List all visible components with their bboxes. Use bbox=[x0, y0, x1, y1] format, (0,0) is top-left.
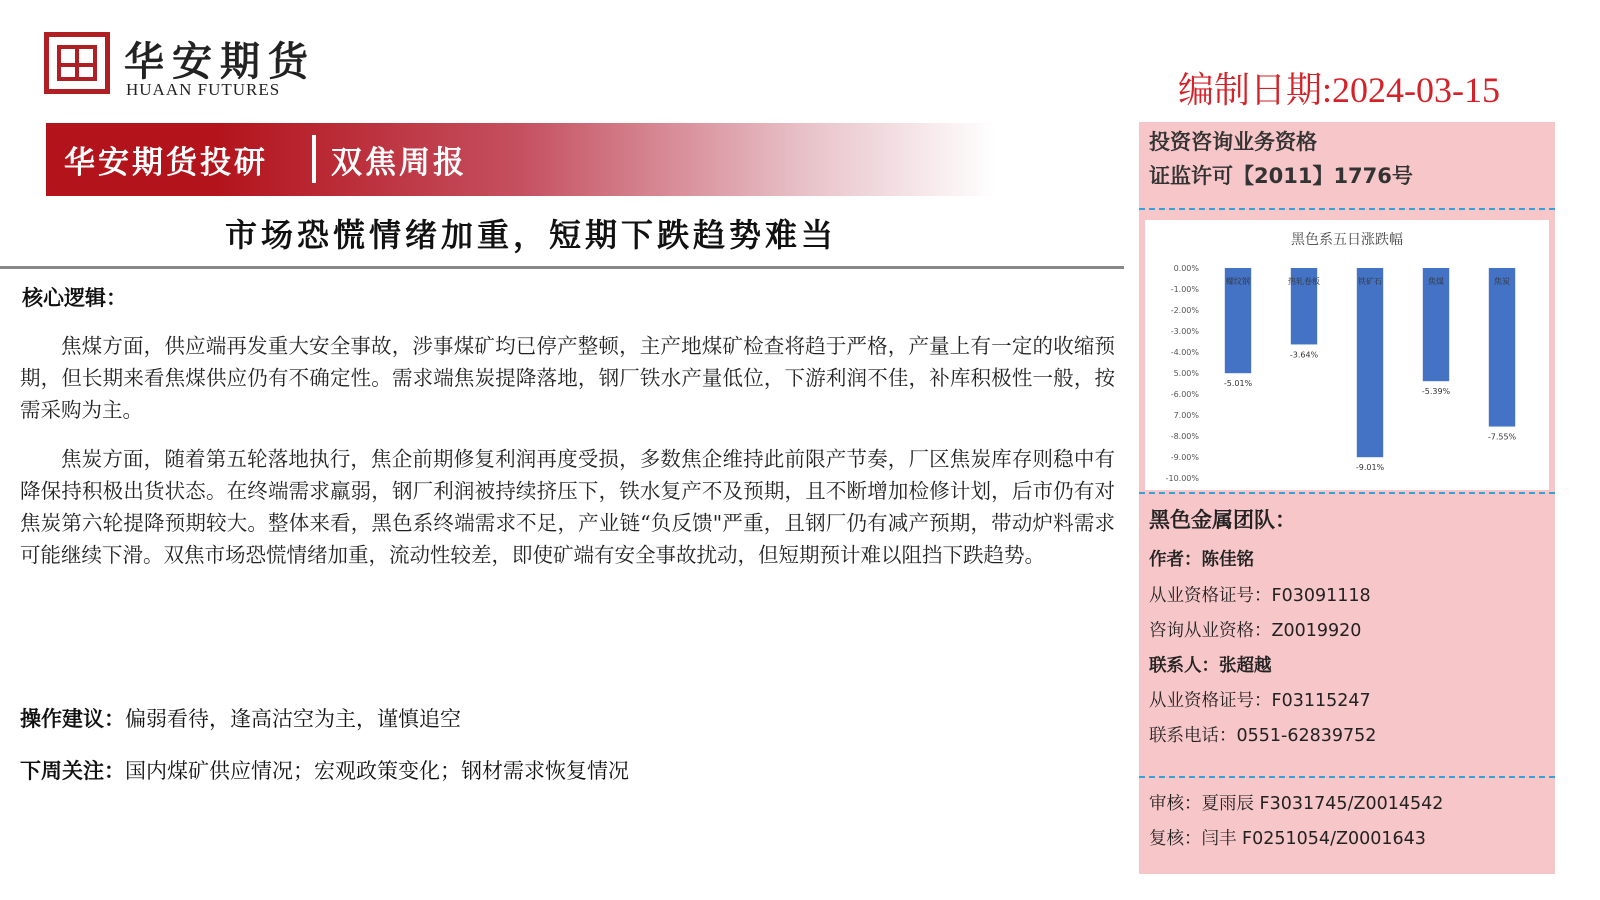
bar-value-label: -5.39% bbox=[1421, 387, 1451, 397]
contact-person: 联系人：张超越 bbox=[1149, 656, 1272, 676]
rechecker: 复核：闫丰 F0251054/Z0001643 bbox=[1149, 829, 1426, 849]
author-consult-cert: 咨询从业资格：Z0019920 bbox=[1149, 621, 1362, 641]
y-tick-label: -9.00% bbox=[1170, 453, 1199, 462]
author-cert: 从业资格证号：F03091118 bbox=[1149, 586, 1371, 606]
banner-divider bbox=[312, 135, 316, 183]
y-tick-label: 7.00% bbox=[1173, 411, 1199, 420]
category-label: 铁矿石 bbox=[1358, 277, 1382, 286]
bar-value-label: -9.01% bbox=[1355, 463, 1385, 473]
category-label: 焦炭 bbox=[1494, 277, 1510, 286]
panel-divider-top bbox=[1139, 208, 1555, 210]
bar-value-label: -7.55% bbox=[1487, 432, 1517, 442]
y-tick-label: -8.00% bbox=[1170, 432, 1199, 441]
y-tick-label: 5.00% bbox=[1173, 369, 1199, 378]
watch-text: 国内煤矿供应情况；宏观政策变化；钢材需求恢复情况 bbox=[125, 759, 629, 783]
chart-title: 黑色系五日涨跌幅 bbox=[1291, 232, 1403, 248]
y-tick-label: -10.00% bbox=[1165, 474, 1199, 483]
title-banner bbox=[46, 123, 996, 196]
y-tick-label: -6.00% bbox=[1170, 390, 1199, 399]
core-paragraph-coking-coal: 焦煤方面，供应端再发重大安全事故，涉事煤矿均已停产整顿，主产地煤矿检查将趋于严格，产量上有一定的收缩预期，但长期来看焦煤供应仍有不确定性。需求端焦炭提降落地，钢厂铁水产量低位，下游利润不佳，补库积极性一般，按需采购为主。 bbox=[20, 334, 1115, 422]
banner-org: 华安期货投研 bbox=[64, 145, 268, 181]
bar-value-label: -3.64% bbox=[1289, 350, 1319, 360]
category-label: 热轧卷板 bbox=[1288, 277, 1320, 286]
y-tick-label: -1.00% bbox=[1170, 285, 1199, 294]
bar-value-label: -5.01% bbox=[1223, 379, 1253, 389]
headline-divider bbox=[0, 266, 1124, 269]
logo-english-name: HUAAN FUTURES bbox=[126, 80, 281, 99]
advice-text: 偏弱看待，逢高沽空为主，谨慎追空 bbox=[125, 707, 461, 731]
five-day-change-chart bbox=[1145, 220, 1549, 490]
y-tick-label: -3.00% bbox=[1170, 327, 1199, 336]
core-logic-label: 核心逻辑： bbox=[22, 286, 127, 310]
logo-mark-icon bbox=[44, 32, 110, 94]
team-title: 黑色金属团队： bbox=[1149, 508, 1296, 532]
qualification-line-2: 证监许可【2011】1776号 bbox=[1149, 164, 1413, 188]
bar-3 bbox=[1357, 268, 1383, 457]
panel-divider-bottom bbox=[1139, 776, 1555, 778]
qualification-line-1: 投资咨询业务资格 bbox=[1149, 130, 1317, 154]
advice-label: 操作建议： bbox=[20, 707, 125, 731]
y-tick-label: -4.00% bbox=[1170, 348, 1199, 357]
report-headline: 市场恐慌情绪加重，短期下跌趋势难当 bbox=[225, 216, 838, 254]
side-panel bbox=[1139, 122, 1555, 874]
report-date: 编制日期:2024-03-15 bbox=[1178, 70, 1500, 110]
panel-divider-middle bbox=[1139, 492, 1555, 494]
watch-label: 下周关注： bbox=[20, 759, 125, 783]
bar-5 bbox=[1489, 268, 1515, 427]
core-paragraph-coke: 焦炭方面，随着第五轮落地执行，焦企前期修复利润再度受损，多数焦企维持此前限产节奏，厂区焦炭库存则稳中有降保持积极出货状态。在终端需求羸弱，钢厂利润被持续挤压下，铁水复产不及预期，且不断增加检修计划，后市仍有对焦炭第六轮提降预期较大。整体来看，黑色系终端需求不足，产业链“负反馈"严重，且钢厂仍有减产预期，带动炉料需求可能继续下滑。双焦市场恐慌情绪加重，流动性较差，即使矿端有安全事故扰动，但短期预计难以阻挡下跌趋势。 bbox=[20, 447, 1115, 567]
category-label: 焦煤 bbox=[1428, 277, 1444, 286]
chart-container bbox=[1145, 220, 1549, 490]
logo-chinese-name: 华安期货 bbox=[124, 38, 316, 85]
contact-cert: 从业资格证号：F03115247 bbox=[1149, 691, 1371, 711]
author: 作者：陈佳铭 bbox=[1149, 550, 1254, 570]
category-label: 螺纹钢 bbox=[1226, 277, 1250, 286]
next-week-watch bbox=[20, 755, 629, 785]
reviewer: 审核：夏雨辰 F3031745/Z0014542 bbox=[1149, 794, 1444, 814]
contact-phone: 联系电话：0551-62839752 bbox=[1149, 726, 1377, 746]
operation-advice bbox=[20, 703, 461, 733]
company-logo bbox=[44, 32, 316, 102]
banner-report-type: 双焦周报 bbox=[331, 145, 467, 181]
y-tick-label: -2.00% bbox=[1170, 306, 1199, 315]
y-tick-label: 0.00% bbox=[1173, 264, 1199, 273]
